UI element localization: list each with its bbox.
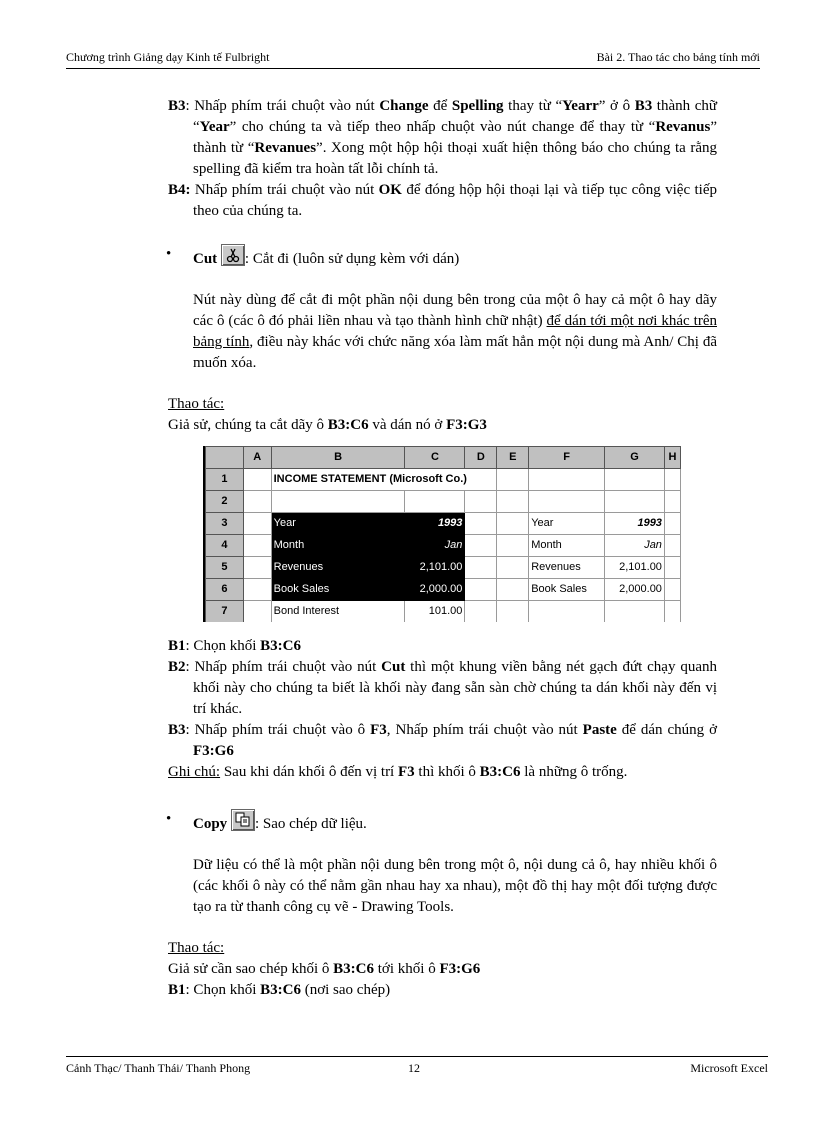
cut-note: Ghi chú: Sau khi dán khối ô đến vị trí F3 thì khối ô B3:C6 là những ô trống. — [168, 764, 628, 780]
step-b1-copy: B1: Chọn khối B3:C6 (nơi sao chép) — [168, 982, 391, 998]
page-number: 12 — [408, 1061, 420, 1075]
table-row: 3 Year 1993 Year 1993 — [206, 513, 681, 535]
copy-gia-su: Giả sử cần sao chép khối ô B3:C6 tới khối ô F3:G6 — [168, 961, 481, 977]
copy-thao-tac: Thao tác: — [168, 940, 225, 956]
cut-paragraph: Nút này dùng để cắt đi một phần nội dung bên trong của một ô hay cả một ô hay dãy các ô (các ô đó phải liền nhau và tạo thành hình chữ nhật) để dán tới một nơi khác trên bảng tính, điều này khác với chức năng xóa làm mất hẳn một nội dung mà Anh/ Chị đã muốn xóa. — [193, 292, 717, 371]
table-row: 5 Revenues 2,101.00 Revenues 2,101.00 — [206, 557, 681, 579]
copy-bullet — [168, 809, 717, 835]
step-b3-paste: B3: Nhấp phím trái chuột vào ô F3, Nhấp phím trái chuột vào nút Paste để dán chúng ở F3:G6 — [168, 722, 718, 759]
column-header-row: A B C D E F G H — [206, 447, 681, 469]
bullet-dot: • — [166, 811, 172, 827]
header-right: Bài 2. Thao tác cho bảng tính mới — [596, 50, 760, 64]
cut-gia-su: Giả sử, chúng ta cắt dãy ô B3:C6 và dán nó ở F3:G3 — [168, 417, 487, 433]
footer-right: Microsoft Excel — [690, 1061, 768, 1075]
cut-bullet — [168, 244, 717, 270]
footer-left: Cảnh Thạc/ Thanh Thái/ Thanh Phong — [66, 1061, 251, 1075]
step-b3-spelling: B3: Nhấp phím trái chuột vào nút Change để Spelling thay từ “Yearr” ở ô B3 thành chữ “Year” cho chúng ta và tiếp theo nhấp chuột vào nút change để thay từ “Revanus” thành từ “Revanues”. Xong một hộp hội thoại xuất hiện thông báo cho chúng ta rằng spelling đã kiểm tra hoàn tất lỗi chính tả. — [168, 98, 718, 177]
table-row: 6 Book Sales 2,000.00 Book Sales 2,000.00 — [206, 579, 681, 601]
step-b1-cut: B1: Chọn khối B3:C6 — [168, 638, 301, 654]
bullet-dot: • — [166, 246, 172, 262]
header-left: Chương trình Giảng dạy Kinh tế Fulbright — [66, 50, 270, 64]
table-row: 7 Bond Interest 101.00 — [206, 601, 681, 623]
copy-desc: : Sao chép dữ liệu. — [254, 816, 367, 832]
cut-desc: : Cắt đi (luôn sử dụng kèm với dán) — [244, 251, 460, 267]
page-body — [168, 96, 717, 1001]
scissors-icon[interactable] — [221, 244, 245, 266]
cut-thao-tac: Thao tác: — [168, 396, 225, 412]
cut-label: Cut — [193, 251, 218, 267]
table-row: 1 INCOME STATEMENT (Microsoft Co.) — [206, 469, 681, 491]
step-b4-ok: B4: Nhấp phím trái chuột vào nút OK để đóng hộp hội thoại lại và tiếp tục công việc tiếp theo của chúng ta. — [168, 182, 717, 219]
page-footer — [66, 1056, 768, 1077]
copy-label: Copy — [193, 816, 228, 832]
spreadsheet-screenshot — [203, 446, 681, 622]
table-row: 2 — [206, 491, 681, 513]
copy-paragraph: Dữ liệu có thể là một phần nội dung bên trong một ô, nội dung cả ô, hay nhiều khối ô (các khối ô này có thể nằm gần nhau hay xa nhau), một đồ thị hay một đối tượng được tạo ra từ thanh công cụ vẽ - Drawing Tools. — [193, 857, 717, 915]
copy-icon[interactable] — [231, 809, 255, 831]
page-header — [66, 50, 760, 69]
step-b2-cut: B2: Nhấp phím trái chuột vào nút Cut thì một khung viền bằng nét gạch đứt chạy quanh khối này cho chúng ta biết là khối này đang sẵn sàn chờ chúng ta dán khối này đến vị trí khác. — [168, 659, 717, 717]
table-row: 4 Month Jan Month Jan — [206, 535, 681, 557]
